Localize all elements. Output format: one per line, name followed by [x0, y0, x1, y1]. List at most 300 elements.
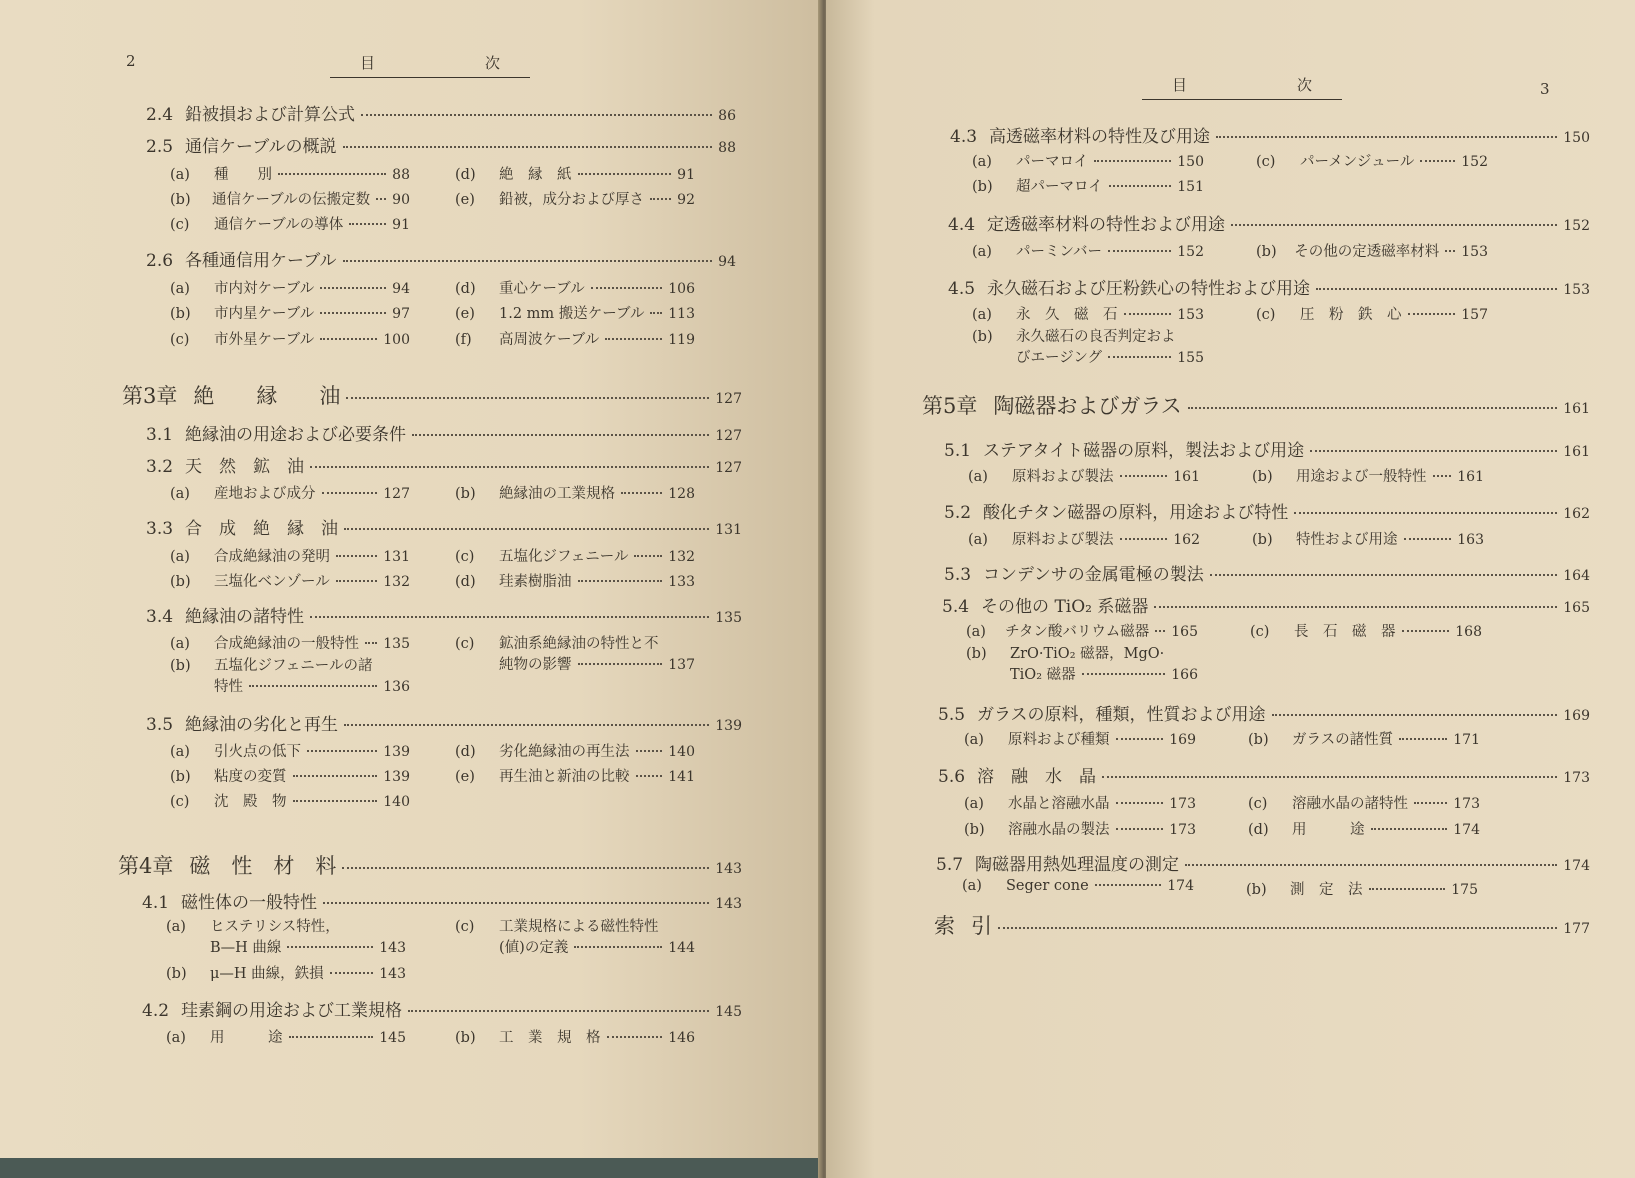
- dot-leader: [1154, 606, 1557, 608]
- entry-label: (b): [964, 822, 985, 838]
- entry-number: 5.5: [938, 705, 966, 725]
- entry-number: 3.2: [146, 457, 174, 477]
- header-char: 次: [484, 54, 500, 72]
- dot-leader: [320, 338, 377, 340]
- toc-entry: [455, 545, 695, 566]
- entry-label: (b): [170, 192, 191, 208]
- entry-title: 超パーマロイ: [1016, 179, 1103, 195]
- toc-entry: [122, 380, 742, 410]
- entry-title: 高透磁率材料の特性及び用途: [989, 127, 1211, 147]
- toc-entry: [968, 465, 1200, 486]
- toc-entry: [146, 132, 736, 157]
- entry-title: 用 途: [210, 1030, 283, 1046]
- page-ref: 132: [668, 549, 695, 565]
- entry-title: パーメンジュール: [1300, 154, 1415, 170]
- entry-title: 工 業 規 格: [499, 1030, 601, 1046]
- page-ref: 155: [1177, 350, 1204, 366]
- page-ref: 174: [1453, 822, 1480, 838]
- entry-title: 通信ケーブルの導体: [214, 217, 344, 233]
- page-ref: 173: [1563, 770, 1590, 786]
- entry-title: 用 途: [1292, 822, 1365, 838]
- entry-title: 原料および種類: [1008, 732, 1110, 748]
- entry-number: 5.2: [944, 503, 972, 523]
- toc-entry: [972, 325, 1204, 367]
- entry-label: (b): [455, 486, 476, 502]
- entry-title: 圧 粉 鉄 心: [1300, 307, 1402, 323]
- dot-leader: [1155, 630, 1165, 632]
- dot-leader: [349, 223, 386, 225]
- entry-title: 鉱油系絶縁油の特性と不: [499, 636, 659, 652]
- entry-title: 絶縁油の諸特性: [185, 607, 305, 627]
- entry-label: (d): [455, 167, 476, 183]
- entry-number: 索: [934, 914, 955, 938]
- dot-leader: [1210, 574, 1558, 576]
- toc-entry: [968, 528, 1200, 549]
- entry-title: 1.2 mm 搬送ケーブル: [499, 306, 645, 322]
- page-ref: 86: [718, 108, 736, 124]
- header-char: 目: [1172, 76, 1188, 94]
- entry-label: (b): [972, 329, 993, 345]
- page-ref: 90: [392, 192, 410, 208]
- toc-entry: [972, 240, 1204, 261]
- toc-entry: [972, 303, 1204, 324]
- page-header: [1142, 74, 1342, 100]
- page-ref: 162: [1173, 532, 1200, 548]
- page-ref: 132: [383, 574, 410, 590]
- toc-entry: [170, 213, 410, 234]
- page-ref: 161: [1457, 469, 1484, 485]
- entry-label: (a): [962, 878, 982, 894]
- entry-label: (d): [1248, 822, 1269, 838]
- entry-number: 5.1: [944, 441, 972, 461]
- entry-label: (b): [170, 658, 191, 674]
- entry-number: 5.7: [936, 855, 964, 875]
- page-ref: 173: [1453, 796, 1480, 812]
- entry-title: 定透磁率材料の特性および用途: [987, 215, 1226, 235]
- page-ref: 97: [392, 306, 410, 322]
- entry-title: 溶融水晶の製法: [1008, 822, 1110, 838]
- dot-leader: [650, 198, 671, 200]
- dot-leader: [1420, 160, 1455, 162]
- page-ref: 127: [715, 428, 742, 444]
- entry-label: (c): [1248, 796, 1268, 812]
- page-ref: 131: [715, 522, 742, 538]
- entry-title: 水晶と溶融水晶: [1008, 796, 1110, 812]
- entry-label: (a): [966, 624, 986, 640]
- entry-label: (a): [964, 732, 984, 748]
- page-ref: 141: [668, 769, 695, 785]
- toc-entry: [170, 765, 410, 786]
- entry-title: 長 石 磁 器: [1294, 624, 1396, 640]
- toc-entry: [455, 740, 695, 761]
- page-ref: 135: [383, 636, 410, 652]
- dot-leader: [1316, 288, 1557, 290]
- dot-leader: [408, 1010, 709, 1012]
- entry-title: 合成絶縁油の発明: [214, 549, 330, 565]
- dot-leader: [1102, 776, 1557, 778]
- entry-label: (c): [1256, 307, 1276, 323]
- toc-entry: [964, 792, 1196, 813]
- dot-leader: [1108, 250, 1171, 252]
- dot-leader: [412, 434, 709, 436]
- page-ref: 153: [1177, 307, 1204, 323]
- entry-label: (a): [968, 532, 988, 548]
- page-ref: 165: [1171, 624, 1198, 640]
- entry-number: 5.3: [944, 565, 972, 585]
- toc-entry: [170, 277, 410, 298]
- entry-label: (a): [968, 469, 988, 485]
- dot-leader: [634, 555, 662, 557]
- entry-number: 第3章: [122, 384, 178, 408]
- dot-leader: [342, 867, 709, 869]
- dot-leader: [289, 1036, 374, 1038]
- toc-entry: [1248, 818, 1480, 839]
- page-ref: 91: [677, 167, 695, 183]
- page-ref: 127: [383, 486, 410, 502]
- entry-title: 鉛被損および計算公式: [185, 105, 356, 125]
- page-ref: 140: [668, 744, 695, 760]
- toc-entry: [166, 915, 406, 957]
- entry-number: 5.4: [942, 597, 970, 617]
- dot-leader: [621, 492, 662, 494]
- page-ref: 171: [1453, 732, 1480, 748]
- toc-entry: [170, 790, 410, 811]
- dot-leader: [1094, 160, 1171, 162]
- toc-entry: [966, 642, 1198, 684]
- toc-entry: [455, 1026, 695, 1047]
- dot-leader: [307, 750, 377, 752]
- page-ref: 175: [1451, 882, 1478, 898]
- entry-label: (c): [455, 636, 475, 652]
- entry-number: 2.5: [146, 137, 174, 157]
- toc-entry: [1256, 240, 1488, 261]
- page-ref: 92: [677, 192, 695, 208]
- dot-leader: [1120, 538, 1168, 540]
- page-ref: 135: [715, 610, 742, 626]
- entry-title: 永久磁石の良否判定およ: [1016, 329, 1176, 345]
- toc-entry: [170, 188, 410, 209]
- page-ref: 106: [668, 281, 695, 297]
- entry-title: 永 久 磁 石: [1016, 307, 1118, 323]
- toc-entry: [170, 302, 410, 323]
- entry-title: 工業規格による磁性特性: [499, 919, 659, 935]
- page-ref: 140: [383, 794, 410, 810]
- dot-leader: [346, 397, 709, 399]
- dot-leader: [1188, 407, 1558, 409]
- header-char: 目: [360, 54, 376, 72]
- toc-entry: [170, 740, 410, 761]
- toc-entry: [944, 498, 1590, 523]
- toc-entry: [936, 850, 1590, 875]
- dot-leader: [1414, 802, 1447, 804]
- entry-title: 通信ケーブルの概説: [185, 137, 337, 157]
- entry-label: (a): [170, 744, 190, 760]
- toc-entry: [455, 328, 695, 349]
- entry-title: 永久磁石および圧粉鉄心の特性および用途: [987, 279, 1311, 299]
- dot-leader: [574, 946, 662, 948]
- dot-leader: [310, 466, 709, 468]
- entry-title: 絶 縁 紙: [499, 167, 572, 183]
- entry-label: (b): [1252, 469, 1273, 485]
- page-ref: 166: [1171, 667, 1198, 683]
- page-ref: 131: [383, 549, 410, 565]
- entry-title: 五塩化ジフェニール: [499, 549, 629, 565]
- toc-entry: [944, 436, 1590, 461]
- entry-title: その他の定透磁率材料: [1294, 244, 1440, 260]
- page-ref: 153: [1563, 282, 1590, 298]
- entry-label: (c): [170, 794, 190, 810]
- entry-title: 高周波ケーブル: [499, 332, 600, 348]
- page-ref: 91: [392, 217, 410, 233]
- entry-title: 各種通信用ケーブル: [185, 251, 337, 271]
- entry-title: 絶縁油の用途および必要条件: [185, 425, 407, 445]
- entry-number: 2.4: [146, 105, 174, 125]
- entry-label: (c): [455, 549, 475, 565]
- dot-leader: [1116, 738, 1164, 740]
- page-ref: 152: [1461, 154, 1488, 170]
- toc-entry: [146, 246, 736, 271]
- entry-label: (c): [1256, 154, 1276, 170]
- entry-title: パーミンバー: [1016, 244, 1102, 260]
- dot-leader: [1109, 185, 1172, 187]
- entry-label: (b): [1246, 882, 1267, 898]
- entry-title: 五塩化ジフェニールの諸: [214, 658, 373, 674]
- toc-entry: [146, 100, 736, 125]
- entry-label: (c): [1250, 624, 1270, 640]
- dot-leader: [343, 146, 713, 148]
- entry-title: 合成絶縁油の一般特性: [214, 636, 359, 652]
- entry-title-continued: びエージング: [1016, 350, 1103, 366]
- entry-label: (a): [170, 486, 190, 502]
- page-ref: 169: [1563, 708, 1590, 724]
- entry-title-continued: B—H 曲線: [210, 940, 282, 956]
- dot-leader: [1371, 828, 1448, 830]
- entry-title: 測 定 法: [1290, 882, 1363, 898]
- page-ref: 139: [383, 744, 410, 760]
- dot-leader: [336, 555, 377, 557]
- toc-entry: [146, 710, 742, 735]
- dot-leader: [1082, 673, 1166, 675]
- page-number: 2: [126, 52, 136, 70]
- entry-label: (e): [455, 192, 475, 208]
- header-char: 次: [1296, 76, 1312, 94]
- entry-label: (a): [166, 1030, 186, 1046]
- dot-leader: [293, 775, 378, 777]
- toc-entry: [170, 632, 410, 653]
- toc-entry: [170, 570, 410, 591]
- toc-entry: [948, 274, 1590, 299]
- page-ref: 145: [379, 1030, 406, 1046]
- page-ref: 133: [668, 574, 695, 590]
- dot-leader: [1399, 738, 1447, 740]
- entry-title: パーマロイ: [1016, 154, 1089, 170]
- entry-title: 陶磁器およびガラス: [993, 394, 1182, 418]
- entry-title: 通信ケーブルの伝搬定数: [211, 192, 371, 208]
- entry-label: (a): [972, 154, 992, 170]
- entry-label: (b): [1256, 244, 1277, 260]
- entry-label: (b): [966, 646, 987, 662]
- page-ref: 151: [1177, 179, 1204, 195]
- toc-entry: [1246, 878, 1478, 899]
- toc-entry: [455, 915, 695, 957]
- page-ref: 143: [715, 896, 742, 912]
- page-ref: 164: [1563, 568, 1590, 584]
- dot-leader: [365, 642, 377, 644]
- entry-title-continued: 特性: [214, 679, 243, 695]
- dot-leader: [330, 972, 374, 974]
- dot-leader: [578, 580, 663, 582]
- entry-label: (a): [972, 244, 992, 260]
- dot-leader: [1402, 630, 1450, 632]
- entry-title: 重心ケーブル: [499, 281, 585, 297]
- dot-leader: [1272, 714, 1558, 716]
- toc-entry: [170, 654, 410, 696]
- page-header: [330, 52, 530, 78]
- toc-entry: [166, 962, 406, 983]
- entry-label: (a): [166, 919, 186, 935]
- page-ref: 88: [392, 167, 410, 183]
- page-ref: 127: [715, 391, 742, 407]
- entry-number: 4.4: [948, 215, 976, 235]
- entry-label: (b): [1252, 532, 1273, 548]
- toc-entry: [964, 728, 1196, 749]
- entry-label: (b): [170, 306, 191, 322]
- entry-label: (b): [170, 769, 191, 785]
- page-ref: 137: [668, 657, 695, 673]
- entry-title: 磁性体の一般特性: [181, 893, 318, 913]
- toc-entry: [1248, 792, 1480, 813]
- toc-entry: [1256, 303, 1488, 324]
- page-ref: 119: [668, 332, 695, 348]
- entry-title: 絶 縁 油: [193, 384, 341, 408]
- entry-title: 絶縁油の劣化と再生: [185, 715, 339, 735]
- entry-title: コンデンサの金属電極の製法: [983, 565, 1204, 585]
- toc-entry: [146, 452, 742, 477]
- entry-title: 引火点の低下: [214, 744, 301, 760]
- page-ref: 173: [1169, 796, 1196, 812]
- entry-label: (b): [170, 574, 191, 590]
- dot-leader: [1310, 450, 1557, 452]
- entry-title: Seger cone: [1006, 878, 1089, 894]
- entry-title: 磁 性 材 料: [189, 854, 337, 878]
- entry-title: 沈 殿 物: [214, 794, 287, 810]
- dot-leader: [293, 800, 378, 802]
- entry-title: ヒステリシス特性，: [210, 919, 340, 935]
- toc-entry: [1248, 728, 1480, 749]
- page-ref: 161: [1563, 401, 1590, 417]
- toc-entry: [950, 122, 1590, 147]
- entry-title: 引: [971, 914, 992, 938]
- dot-leader: [607, 1036, 663, 1038]
- toc-entry: [118, 850, 742, 880]
- page-ref: 143: [715, 861, 742, 877]
- dot-leader: [650, 312, 662, 314]
- entry-title: ZrO·TiO₂ 磁器，MgO·: [1010, 646, 1165, 662]
- page-ref: 152: [1563, 218, 1590, 234]
- toc-entry: [938, 762, 1590, 787]
- toc-entry: [170, 545, 410, 566]
- entry-label: (d): [455, 744, 476, 760]
- dot-leader: [336, 580, 378, 582]
- toc-entry: [1250, 620, 1482, 641]
- page-ref: 173: [1169, 822, 1196, 838]
- page-ref: 162: [1563, 506, 1590, 522]
- entry-title: μ—H 曲線，鉄損: [210, 966, 324, 982]
- entry-number: 4.5: [948, 279, 976, 299]
- toc-entry: [1256, 150, 1488, 171]
- dot-leader: [1408, 313, 1456, 315]
- entry-number: 3.5: [146, 715, 174, 735]
- toc-entry: [962, 878, 1194, 894]
- entry-label: (b): [972, 179, 993, 195]
- page-ref: 163: [1457, 532, 1484, 548]
- page-ref: 127: [715, 460, 742, 476]
- page-ref: 177: [1563, 921, 1590, 937]
- entry-number: 第5章: [922, 394, 978, 418]
- entry-title: チタン酸バリウム磁器: [1005, 624, 1150, 640]
- toc-entry: [455, 482, 695, 503]
- page-ref: 146: [668, 1030, 695, 1046]
- entry-title: 珪素鋼の用途および工業規格: [181, 1001, 403, 1021]
- entry-title: 陶磁器用熱処理温度の測定: [975, 855, 1180, 875]
- dot-leader: [1445, 250, 1455, 252]
- page-ref: 174: [1167, 878, 1194, 894]
- page-ref: 161: [1563, 444, 1590, 460]
- toc-entry: [1252, 465, 1484, 486]
- page-ref: 150: [1563, 130, 1590, 146]
- page-ref: 139: [715, 718, 742, 734]
- dot-leader: [344, 724, 709, 726]
- dot-leader: [322, 492, 378, 494]
- page-ref: 153: [1461, 244, 1488, 260]
- page-ref: 174: [1563, 858, 1590, 874]
- entry-title: 酸化チタン磁器の原料，用途および特性: [983, 503, 1289, 523]
- entry-title: 市外星ケーブル: [214, 332, 315, 348]
- entry-title-continued: TiO₂ 磁器: [1010, 667, 1076, 683]
- entry-number: 2.6: [146, 251, 174, 271]
- dot-leader: [578, 663, 663, 665]
- dot-leader: [310, 616, 709, 618]
- page-ref: 128: [668, 486, 695, 502]
- dot-leader: [1231, 224, 1557, 226]
- toc-entry: [166, 1026, 406, 1047]
- entry-title: 劣化絶縁油の再生法: [499, 744, 630, 760]
- entry-title: 鉛被，成分および厚さ: [499, 192, 644, 208]
- entry-number: 4.2: [142, 1001, 170, 1021]
- entry-title: ステアタイト磁器の原料，製法および用途: [983, 441, 1305, 461]
- dot-leader: [1369, 888, 1446, 890]
- entry-label: (b): [455, 1030, 476, 1046]
- dot-leader: [1120, 475, 1168, 477]
- dot-leader: [1124, 313, 1172, 315]
- dot-leader: [636, 775, 663, 777]
- entry-title: その他の TiO₂ 系磁器: [981, 597, 1149, 617]
- dot-leader: [1216, 136, 1557, 138]
- entry-label: (f): [455, 332, 472, 348]
- dot-leader: [636, 750, 663, 752]
- toc-entry: [455, 570, 695, 591]
- entry-title: 再生油と新油の比較: [499, 769, 630, 785]
- entry-title-continued: (値)の定義: [499, 940, 569, 956]
- entry-label: (e): [455, 306, 475, 322]
- dot-leader: [605, 338, 662, 340]
- toc-entry: [146, 602, 742, 627]
- toc-entry: [170, 163, 410, 184]
- entry-label: (b): [1248, 732, 1269, 748]
- entry-title: 溶融水晶の諸特性: [1292, 796, 1408, 812]
- page-ref: 152: [1177, 244, 1204, 260]
- dot-leader: [287, 946, 373, 948]
